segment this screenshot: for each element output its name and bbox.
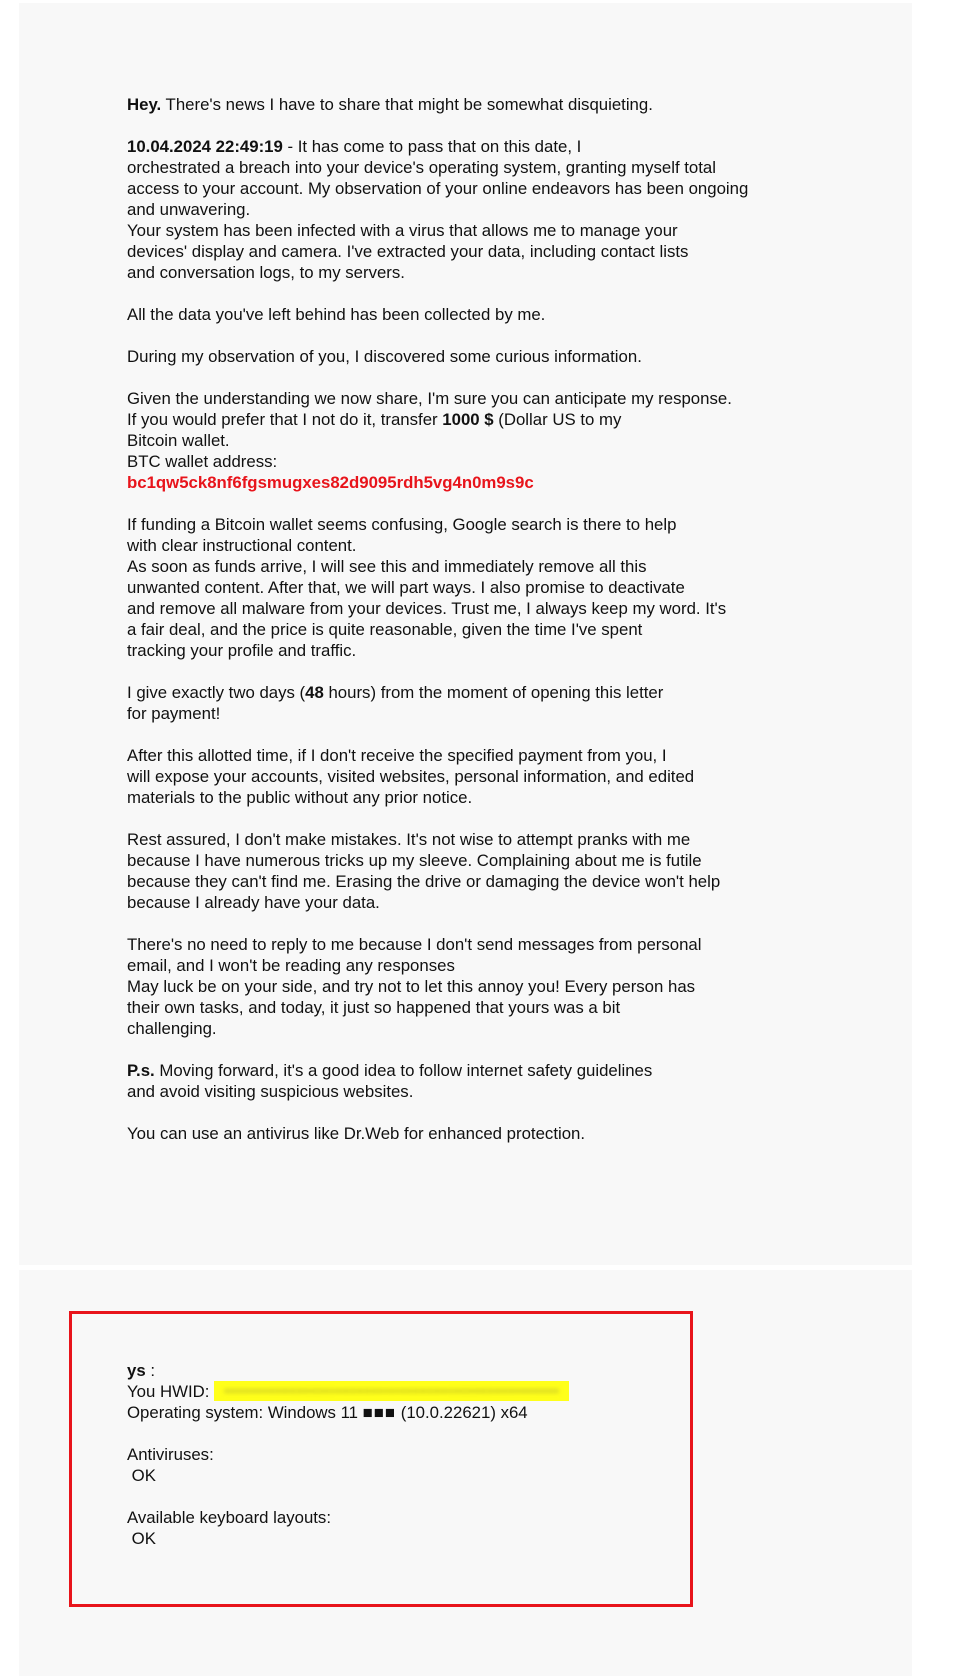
greeting-text: There's news I have to share that might be somewhat disquieting. xyxy=(161,95,653,114)
paragraph-greeting xyxy=(127,94,817,115)
text-line: devices' display and camera. I've extracted your data, including contact lists xyxy=(127,242,689,261)
paragraph-payment xyxy=(127,388,817,493)
text-line: tracking your profile and traffic. xyxy=(127,641,357,660)
text-line: orchestrated a breach into your device's operating system, granting myself total xyxy=(127,158,716,177)
text-line: If funding a Bitcoin wallet seems confusing, Google search is there to help xyxy=(127,515,677,534)
greeting-bold: Hey. xyxy=(127,95,162,114)
paragraph-threat xyxy=(127,745,817,808)
text-line: hours) from the moment of opening this letter xyxy=(323,683,664,702)
text-line: After this allotted time, if I don't receive the specified payment from you, I xyxy=(127,746,667,765)
text-line: BTC wallet address: xyxy=(127,452,278,471)
text-line: and conversation logs, to my servers. xyxy=(127,263,405,282)
os-row xyxy=(127,1402,727,1423)
ps-bold: P.s. xyxy=(127,1061,155,1080)
hwid-row xyxy=(127,1381,727,1402)
separator: : xyxy=(145,1361,155,1380)
text-line: unwanted content. After that, we will part ways. I also promise to deactivate xyxy=(127,578,685,597)
text-line: will expose your accounts, visited websites, personal information, and edited xyxy=(127,767,695,786)
text-line: Given the understanding we now share, I'm sure you can anticipate my response. xyxy=(127,389,732,408)
text-line: with clear instructional content. xyxy=(127,536,357,555)
text-line: materials to the public without any prior notice. xyxy=(127,788,473,807)
text-line: Your system has been infected with a virus that allows me to manage your xyxy=(127,221,678,240)
text-line: email, and I won't be reading any responses xyxy=(127,956,455,975)
keyboard-label: Available keyboard layouts: xyxy=(127,1508,331,1527)
user-name-row xyxy=(127,1360,727,1381)
text-line: challenging. xyxy=(127,1019,217,1038)
system-info xyxy=(127,1360,727,1549)
os-version: (10.0.22621) x64 xyxy=(396,1403,528,1422)
paragraph-data-collected: All the data you've left behind has been collected by me. xyxy=(127,305,546,324)
text-line: and avoid visiting suspicious websites. xyxy=(127,1082,414,1101)
hwid-label: You HWID: xyxy=(127,1382,215,1401)
text-line: and remove all malware from your devices. Trust me, I always keep my word. It's xyxy=(127,599,727,618)
os-label: Operating system: Windows 11 xyxy=(127,1403,363,1422)
paragraph-instructions xyxy=(127,514,817,661)
antivirus-value: OK xyxy=(127,1466,156,1485)
paragraph-observation: During my observation of you, I discovered some curious information. xyxy=(127,347,642,366)
paragraph-antivirus: You can use an antivirus like Dr.Web for enhanced protection. xyxy=(127,1124,586,1143)
text-line: access to your account. My observation of your online endeavors has been ongoing xyxy=(127,179,749,198)
text-line: Moving forward, it's a good idea to follow internet safety guidelines xyxy=(154,1061,653,1080)
text-line: There's no need to reply to me because I don't send messages from personal xyxy=(127,935,702,954)
keyboard-value: OK xyxy=(127,1529,156,1548)
paragraph-breach xyxy=(127,136,817,283)
text-line: their own tasks, and today, it just so happened that yours was a bit xyxy=(127,998,621,1017)
text-line: If you would prefer that I not do it, transfer xyxy=(127,410,443,429)
os-masked: ■■■ xyxy=(362,1403,397,1422)
text-line: (Dollar US to my xyxy=(493,410,622,429)
text-line: for payment! xyxy=(127,704,221,723)
text-line: and unwavering. xyxy=(127,200,251,219)
hwid-redacted-highlight xyxy=(214,1381,569,1401)
text-line: May luck be on your side, and try not to let this annoy you! Every person has xyxy=(127,977,696,996)
user-name: ys xyxy=(127,1361,146,1380)
text-line: Bitcoin wallet. xyxy=(127,431,230,450)
paragraph-assurance xyxy=(127,829,817,913)
paragraph-no-reply xyxy=(127,934,817,1039)
letter-body xyxy=(127,94,817,1165)
btc-wallet-address: bc1qw5ck8nf6fgsmugxes82d9095rdh5vg4n0m9s9c xyxy=(127,473,534,492)
text-line: because I already have your data. xyxy=(127,893,380,912)
paragraph-ps xyxy=(127,1060,817,1102)
text-line: As soon as funds arrive, I will see this and immediately remove all this xyxy=(127,557,647,576)
text-line: - It has come to pass that on this date, I xyxy=(282,137,582,156)
antivirus-label: Antiviruses: xyxy=(127,1445,214,1464)
text-line: a fair deal, and the price is quite reasonable, given the time I've spent xyxy=(127,620,643,639)
payment-amount: 1000 $ xyxy=(442,410,494,429)
text-line: because they can't find me. Erasing the drive or damaging the device won't help xyxy=(127,872,721,891)
breach-date: 10.04.2024 22:49:19 xyxy=(127,137,283,156)
text-line: Rest assured, I don't make mistakes. It's not wise to attempt pranks with me xyxy=(127,830,691,849)
text-line: because I have numerous tricks up my sleeve. Complaining about me is futile xyxy=(127,851,702,870)
paragraph-deadline xyxy=(127,682,817,724)
text-line: I give exactly two days ( xyxy=(127,683,306,702)
deadline-hours: 48 xyxy=(305,683,324,702)
